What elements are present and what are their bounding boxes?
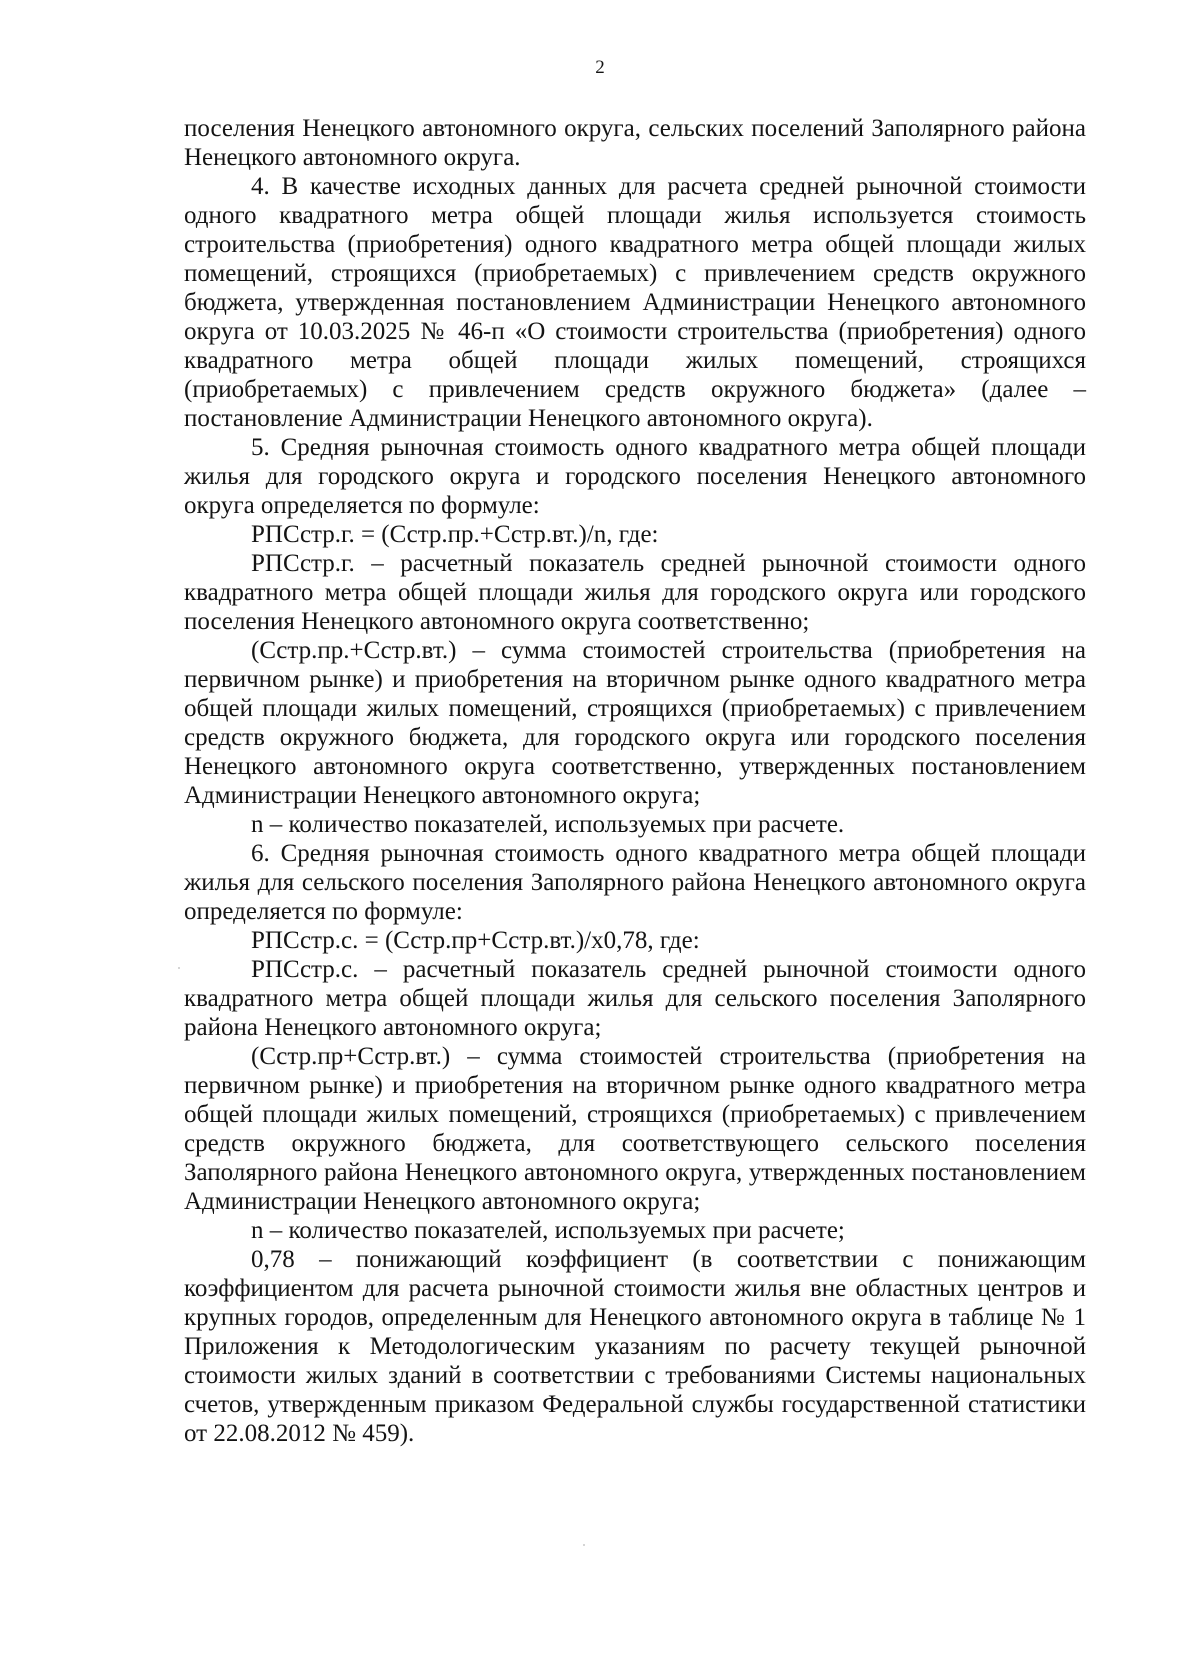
document-body xyxy=(184,114,1086,1448)
definition-rps-urban: РПСстр.г. – расчетный показатель средней рыночной стоимости одного квадратного метра общей площади жилья для городского округа или городского поселения Ненецкого автономного округа соответственно; xyxy=(184,550,1086,635)
definition-rps-rural: РПСстр.с. – расчетный показатель средней рыночной стоимости одного квадратного метра общей площади жилья для сельского поселения Заполярного района Ненецкого автономного округа; xyxy=(184,956,1086,1041)
page-number: 2 xyxy=(595,57,605,78)
paragraph-item-5: 5. Средняя рыночная стоимость одного квадратного метра общей площади жилья для городского округа и городского поселения Ненецкого автономного округа определяется по формуле: xyxy=(184,434,1086,519)
definition-coefficient: 0,78 – понижающий коэффициент (в соответствии с понижающим коэффициентом для расчета рыночной стоимости жилья вне областных центров и крупных городов, определенным для Ненецкого автономного округа в таблице № 1 Приложения к Методологическим указаниям по расчету текущей рыночной стоимости жилых зданий в соответствии с требованиями Системы национальных счетов, утвержденным приказом Федеральной службы государственной статистики от 22.08.2012 № 459). xyxy=(184,1246,1086,1447)
definition-cost-sum-rural: (Сстр.пр+Сстр.вт.) – сумма стоимостей строительства (приобретения на первичном рынке) и приобретения на вторичном рынке одного квадратного метра общей площади жилых помещений, строящихся (приобретаемых) с привлечением средств окружного бюджета, для соответствующего сельского поселения Заполярного района Ненецкого автономного округа, утвержденных постановлением Администрации Ненецкого автономного округа; xyxy=(184,1043,1086,1215)
formula-urban: РПСстр.г. = (Сстр.пр.+Сстр.вт.)/n, где: xyxy=(251,521,659,548)
scan-speck xyxy=(583,1544,585,1546)
paragraph-continuation: поселения Ненецкого автономного округа, сельских поселений Заполярного района Ненецкого автономного округа. xyxy=(184,115,1086,171)
definition-n-urban: n – количество показателей, используемых при расчете. xyxy=(251,811,845,838)
definition-n-rural: n – количество показателей, используемых при расчете; xyxy=(251,1217,845,1244)
paragraph-item-6: 6. Средняя рыночная стоимость одного квадратного метра общей площади жилья для сельского поселения Заполярного района Ненецкого автономного округа определяется по формуле: xyxy=(184,840,1086,925)
paragraph-item-4: 4. В качестве исходных данных для расчета средней рыночной стоимости одного квадратного метра общей площади жилья используется стоимость строительства (приобретения) одного квадратного метра общей площади жилых помещений, строящихся (приобретаемых) с привлечением средств окружного бюджета, утвержденная постановлением Администрации Ненецкого автономного округа от 10.03.2025 № 46-п «О стоимости строительства (приобретения) одного квадратного метра общей площади жилых помещений, строящихся (приобретаемых) с привлечением средств окружного бюджета» (далее – постановление Администрации Ненецкого автономного округа). xyxy=(184,173,1086,432)
scan-speck xyxy=(178,967,180,969)
formula-rural: РПСстр.с. = (Сстр.пр+Сстр.вт.)/х0,78, где: xyxy=(251,927,700,954)
definition-cost-sum-urban: (Сстр.пр.+Сстр.вт.) – сумма стоимостей строительства (приобретения на первичном рынке) и приобретения на вторичном рынке одного квадратного метра общей площади жилых помещений, строящихся (приобретаемых) с привлечением средств окружного бюджета, для городского округа или городского поселения Ненецкого автономного округа соответственно, утвержденных постановлением Администрации Ненецкого автономного округа; xyxy=(184,637,1086,809)
